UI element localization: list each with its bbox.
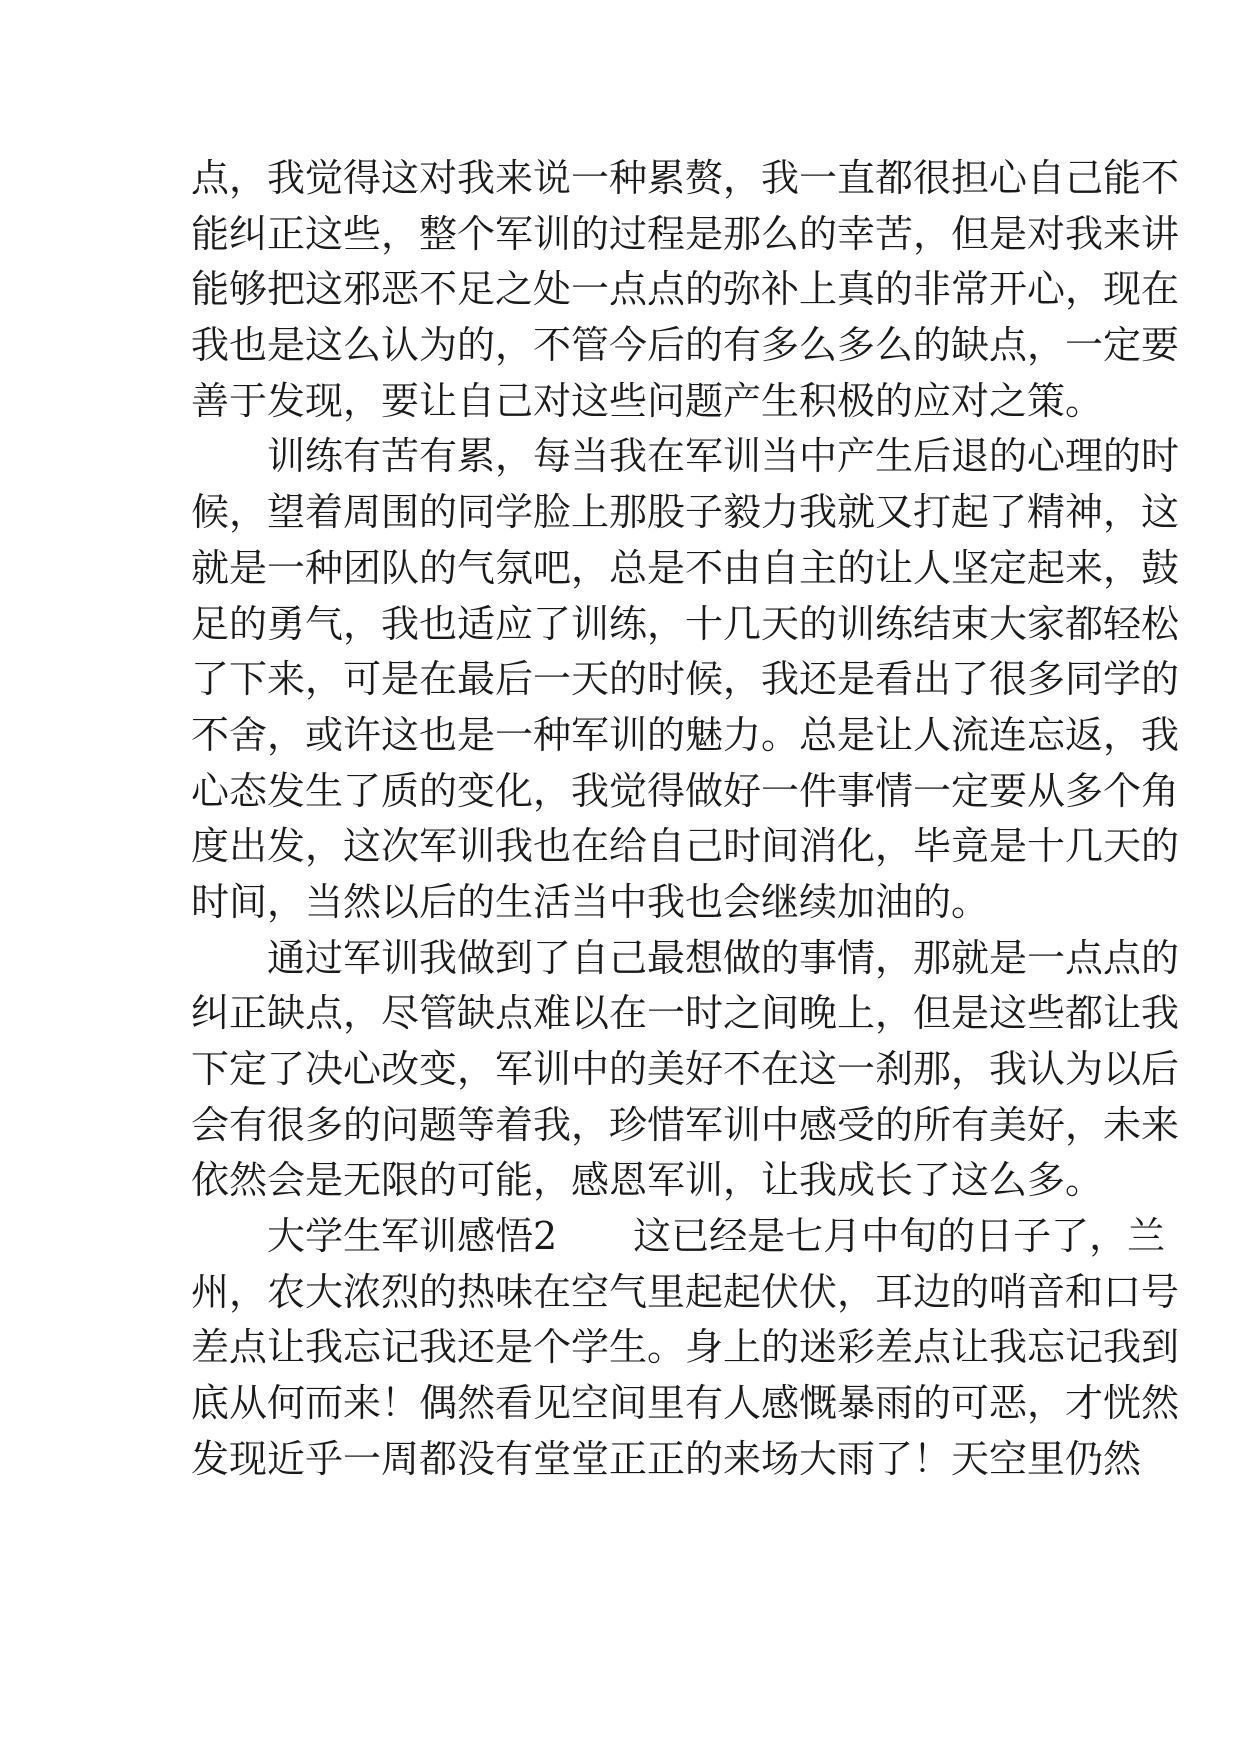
text-line: 能纠正这些，整个军训的过程是那么的幸苦，但是对我来讲: [191, 211, 1180, 256]
text-line: 善于发现，要让自己对这些问题产生积极的应对之策。: [191, 378, 1104, 423]
text-line: 纠正缺点，尽管缺点难以在一时之间晚上，但是这些都让我: [191, 991, 1180, 1036]
text-line: 州，农大浓烈的热味在空气里起起伏伏，耳边的哨音和口号: [191, 1269, 1180, 1314]
text-line: 差点让我忘记我还是个学生。身上的迷彩差点让我忘记我到: [191, 1325, 1180, 1370]
text-line: 能够把这邪恶不足之处一点点的弥补上真的非常开心，现在: [191, 267, 1180, 312]
text-line: 不舍，或许这也是一种军训的魅力。总是让人流连忘返，我: [191, 712, 1180, 757]
text-line: 心态发生了质的变化，我觉得做好一件事情一定要从多个角: [191, 768, 1180, 813]
text-line: 依然会是无限的可能，感恩军训，让我成长了这么多。: [191, 1158, 1104, 1203]
text-line: 下定了决心改变，军训中的美好不在这一刹那，我认为以后: [191, 1047, 1180, 1091]
text-line: 候，望着周围的同学脸上那股子毅力我就又打起了精神，这: [191, 490, 1180, 535]
text-line: 度出发，这次军训我也在给自己时间消化，毕竟是十几天的: [191, 824, 1180, 869]
text-line: 大学生军训感悟2 这已经是七月中旬的日子了，兰: [267, 1214, 1166, 1259]
text-line: 就是一种团队的气氛吧，总是不由自主的让人坚定起来，鼓: [191, 545, 1180, 590]
text-line: 发现近乎一周都没有堂堂正正的来场大雨了！天空里仍然: [191, 1436, 1142, 1481]
text-line: 我也是这么认为的，不管今后的有多么多么的缺点，一定要: [191, 323, 1180, 368]
text-line: 通过军训我做到了自己最想做的事情，那就是一点点的: [267, 935, 1180, 980]
text-line: 训练有苦有累，每当我在军训当中产生后退的心理的时: [267, 434, 1180, 479]
text-line: 了下来，可是在最后一天的时候，我还是看出了很多同学的: [191, 657, 1180, 702]
text-line: 底从何而来！偶然看见空间里有人感慨暴雨的可恶，才恍然: [191, 1381, 1180, 1426]
text-line: 足的勇气，我也适应了训练，十几天的训练结束大家都轻松: [191, 601, 1180, 646]
text-line: 点，我觉得这对我来说一种累赘，我一直都很担心自己能不: [191, 156, 1180, 200]
body-text: [191, 151, 1180, 1488]
text-line: 会有很多的问题等着我，珍惜军训中感受的所有美好，未来: [191, 1102, 1180, 1147]
text-line: 时间，当然以后的生活当中我也会继续加油的。: [191, 879, 990, 924]
